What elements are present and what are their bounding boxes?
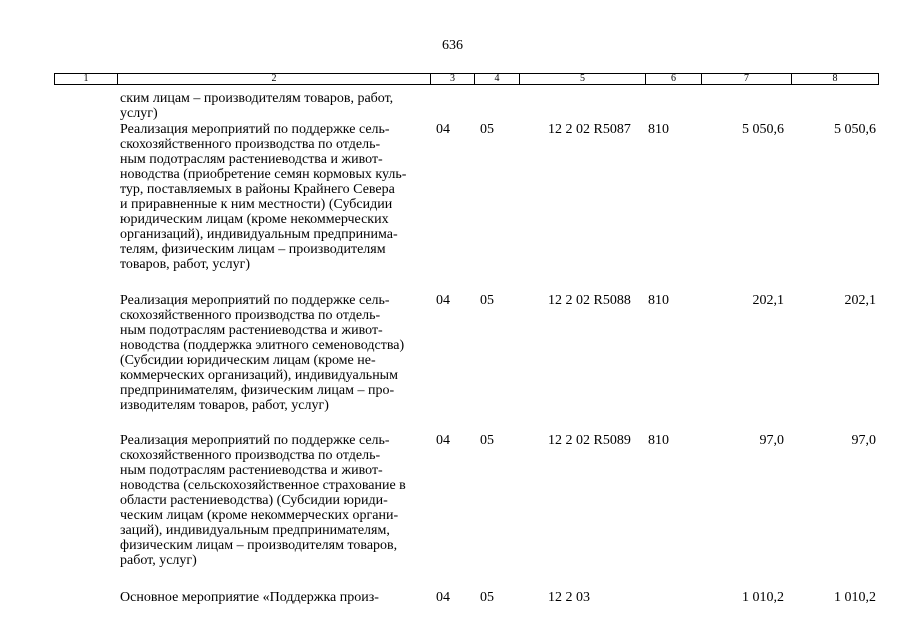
row-subsection: 05 <box>480 590 494 605</box>
row-section: 04 <box>436 122 450 137</box>
row-name: Реализация мероприятий по поддержке сель- скохозяйственного производства по отдель- ным подотраслям растениеводства и живот- новодства (приобретение семян кормовых куль- тур, поставляемых в районы Крайнего Севера и приравненные к ним местности) (Субсидии юридическим лицам (кроме некоммерческих организаций), индивидуальным предпринима- телям, физическим лицам – производителям товаров, работ, услуг) <box>120 122 407 272</box>
column-header-5: 5 <box>519 74 645 84</box>
row-amount-col7: 97,0 <box>759 433 784 448</box>
row-amount-col8: 202,1 <box>844 293 876 308</box>
row-amount-col8: 97,0 <box>851 433 876 448</box>
column-header-4: 4 <box>474 74 519 84</box>
row-section: 04 <box>436 433 450 448</box>
row-target-code: 12 2 02 R5088 <box>548 293 631 308</box>
row-name: Реализация мероприятий по поддержке сель- скохозяйственного производства по отдель- ным подотраслям растениеводства и живот- новодства (поддержка элитного семеноводства) (Субсидии юридическим лицам (кроме не- коммерческих организаций), индивидуальным предпринимателям, физическим лицам – про- изводителям товаров, работ, услуг) <box>120 293 405 413</box>
row-section: 04 <box>436 293 450 308</box>
row-expense-type: 810 <box>648 433 669 448</box>
row-target-code: 12 2 03 <box>548 590 590 605</box>
row-amount-col8: 5 050,6 <box>834 122 876 137</box>
page-number: 636 <box>442 38 463 53</box>
row-name: Реализация мероприятий по поддержке сель- скохозяйственного производства по отдель- ным подотраслям растениеводства и живот- новодства (сельскохозяйственное страхование в области растениеводства) (Субсидии юриди- ческим лицам (кроме некоммерческих органи- заций), индивидуальным предпринимателям, физическим лицам – производителям товаров, работ, услуг) <box>120 433 406 568</box>
column-header-7: 7 <box>701 74 791 84</box>
row-name: ским лицам – производителям товаров, работ, услуг) <box>120 91 394 121</box>
column-header-6: 6 <box>645 74 701 84</box>
column-header-2: 2 <box>117 74 430 84</box>
row-expense-type: 810 <box>648 122 669 137</box>
column-header-3: 3 <box>430 74 474 84</box>
table-header <box>54 73 879 85</box>
row-expense-type: 810 <box>648 293 669 308</box>
row-target-code: 12 2 02 R5087 <box>548 122 631 137</box>
row-name: Основное мероприятие «Поддержка произ- <box>120 590 379 605</box>
column-header-1: 1 <box>83 73 89 84</box>
row-amount-col8: 1 010,2 <box>834 590 876 605</box>
row-subsection: 05 <box>480 122 494 137</box>
row-amount-col7: 1 010,2 <box>742 590 784 605</box>
row-amount-col7: 202,1 <box>752 293 784 308</box>
row-amount-col7: 5 050,6 <box>742 122 784 137</box>
row-target-code: 12 2 02 R5089 <box>548 433 631 448</box>
row-section: 04 <box>436 590 450 605</box>
row-subsection: 05 <box>480 293 494 308</box>
row-subsection: 05 <box>480 433 494 448</box>
column-header-8: 8 <box>791 74 878 84</box>
